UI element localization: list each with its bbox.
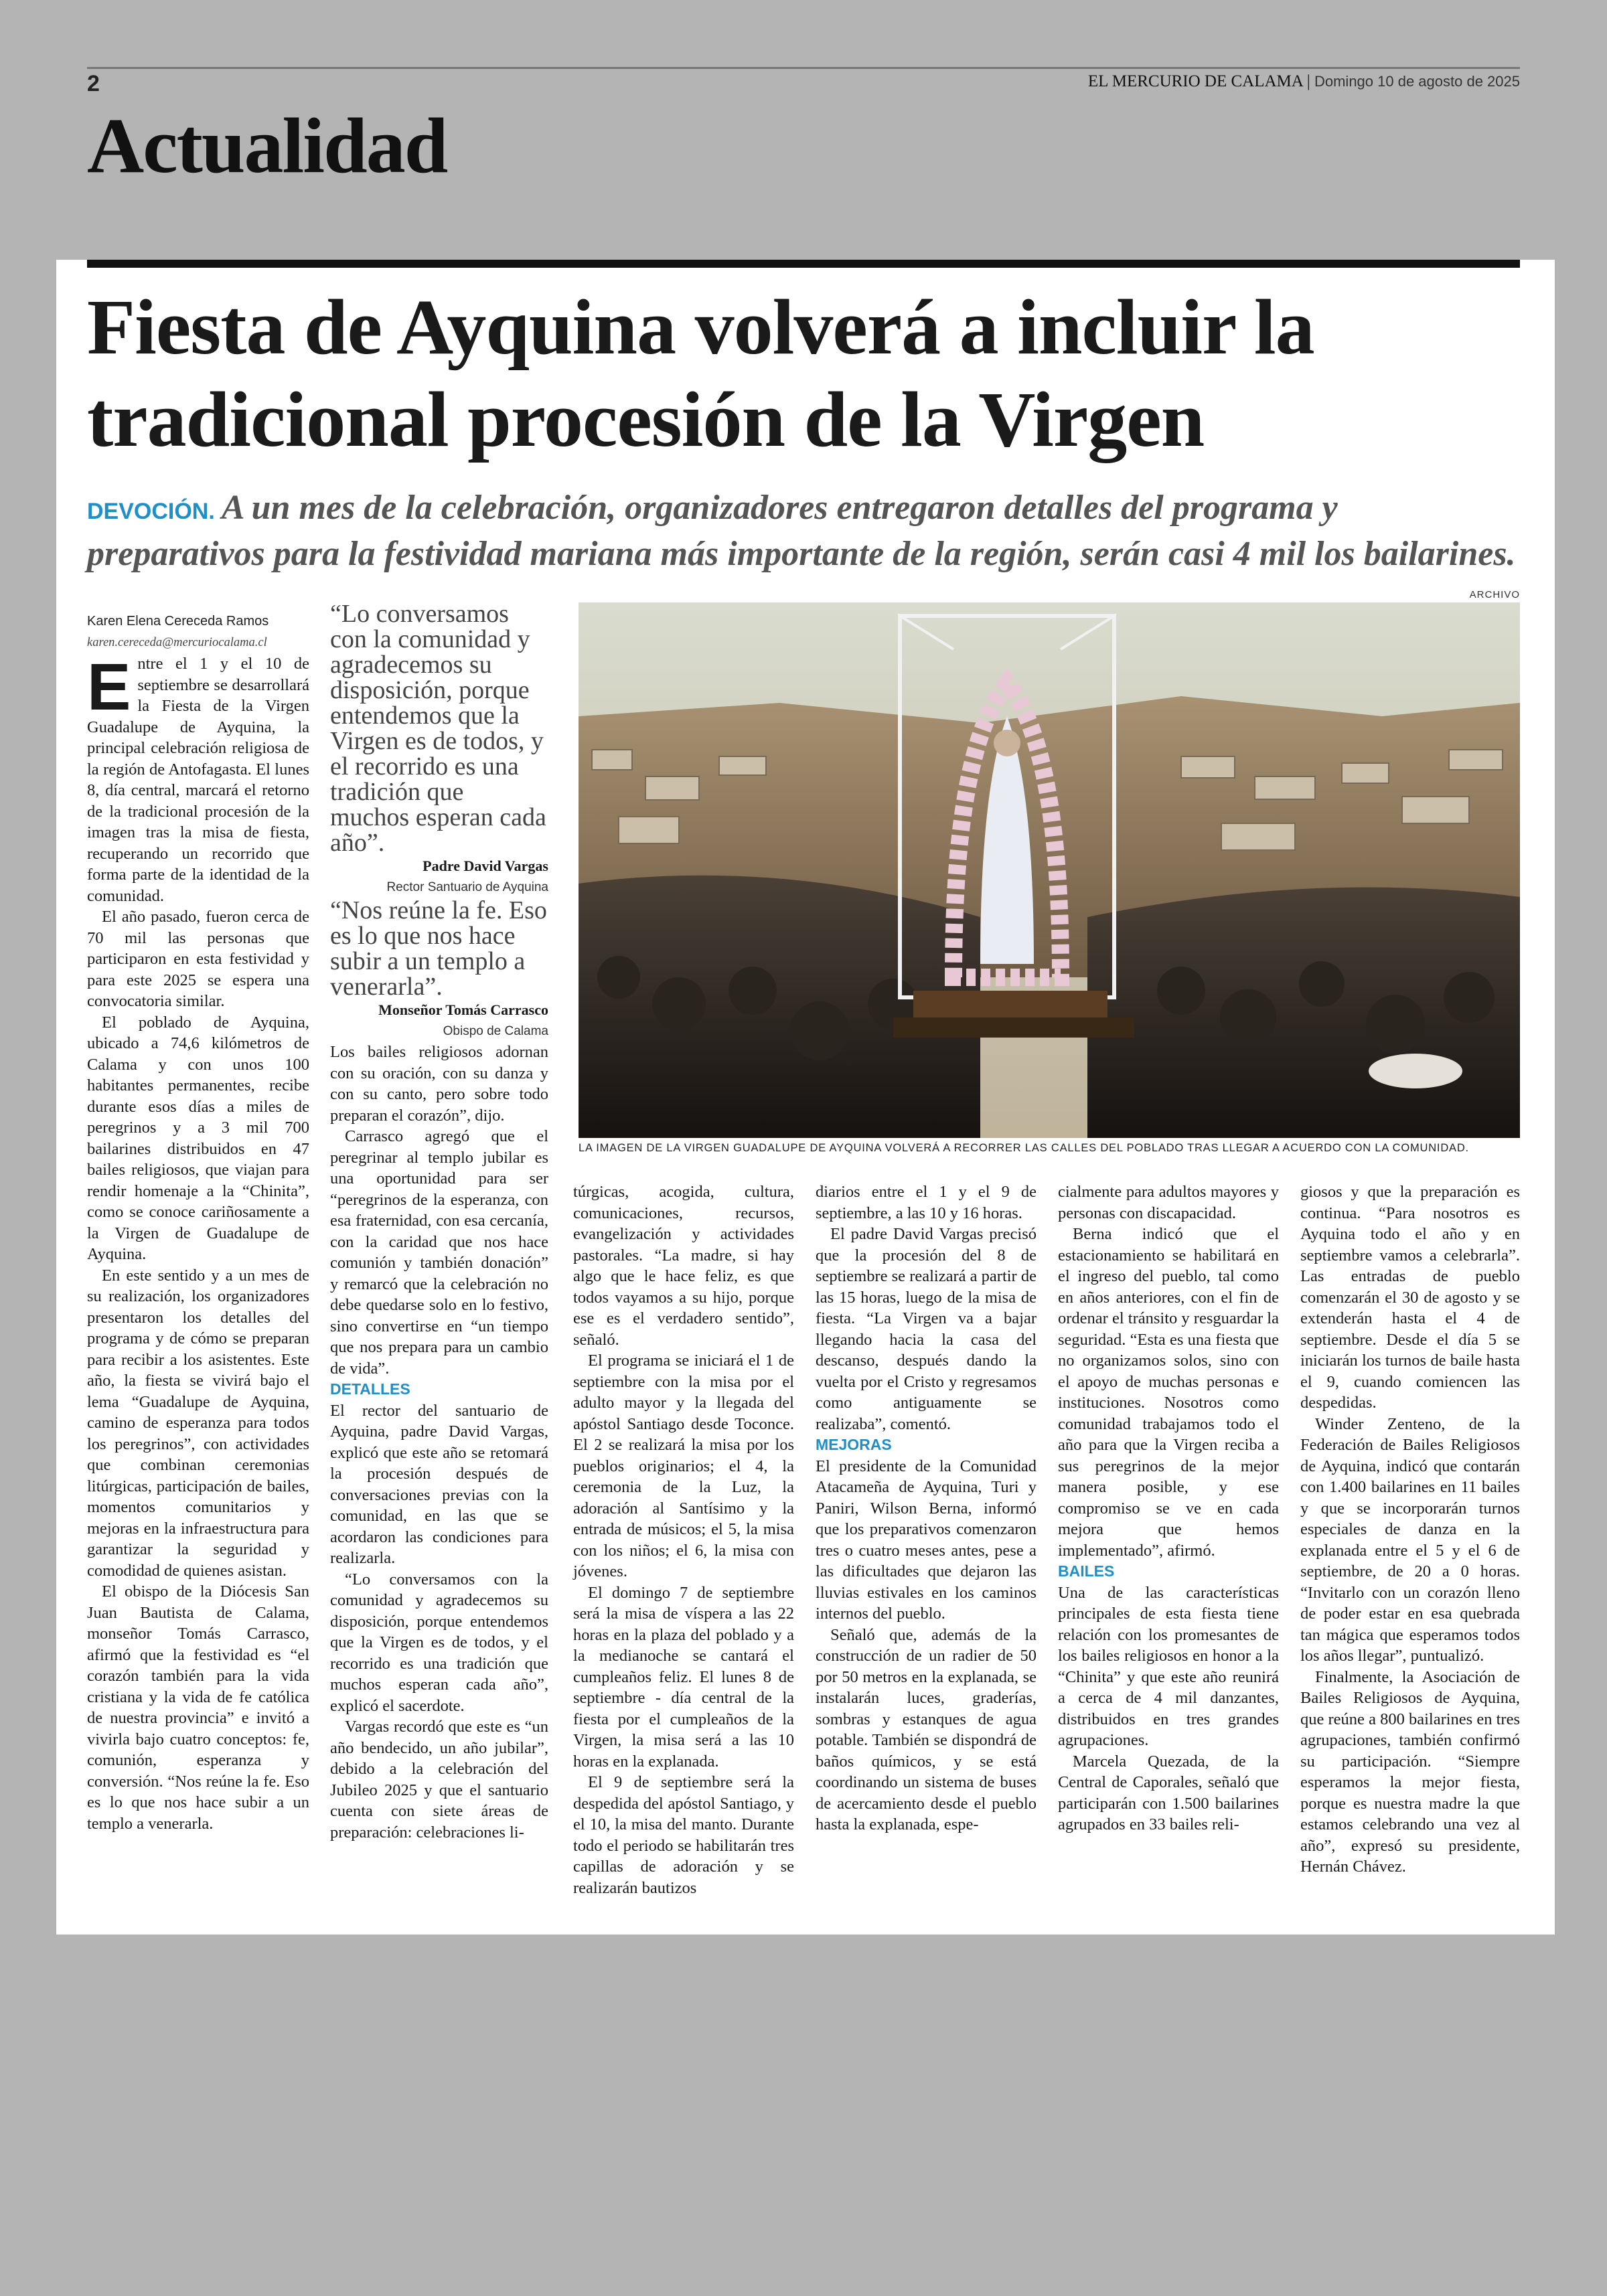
column-2 (330, 601, 548, 1843)
lead-text: ntre el 1 y el 10 de septiembre se desarrollará la Fiesta de la Virgen Guadalupe de Ayquina, la principal celebración religiosa de la región de Antofagasta. El lunes 8, día central, marcará el retorno de la tradicional procesión de la imagen tras la misa de fiesta, recuperando un recorrido que forma parte de la identidad de la comunidad. (87, 655, 309, 905)
paragraph: El obispo de la Diócesis San Juan Bautista de Calama, monseñor Tomás Carrasco, afirmó que la festividad es “el corazón también para la vida cristiana y la vida de fe católica de nuestra provincia” e invitó a vivirla bajo cuatro conceptos: fe, comunión, esperanza y conversión. “Nos reúne la fe. Eso es lo que nos hace subir a un templo a venerarla. (87, 1582, 309, 1833)
paragraph: cialmente para adultos mayores y personas con discapacidad. (1058, 1183, 1279, 1222)
paragraph: diarios entre el 1 y el 9 de septiembre, a las 10 y 16 horas. (816, 1183, 1037, 1222)
author-name: Karen Elena Cereceda Ramos (87, 614, 269, 629)
paragraph: El domingo 7 de septiembre será la misa de víspera a las 22 horas en la plaza del poblado y a la medianoche se cantará el cumpleaños feliz. El lunes 8 de septiembre - día central de la fiesta por el cumpleaños de la Virgen, la misa será a las 10 horas en la explanada. (573, 1583, 794, 1771)
paragraph: “Lo conversamos con la comunidad y agradecemos su disposición, porque entendemos que la Virgen es de todos, y el recorrido es una tradición que muchos esperan cada año”, explicó el sacerdote. (330, 1570, 548, 1715)
paragraph: El poblado de Ayquina, ubicado a 74,6 kilómetros de Calama y con unos 100 habitantes permanentes, recibe durante esos días a miles de peregrinos y a 3 mil 700 bailarines distribuidos en 47 bailes religiosos, que viajan para rendir homenaje a la “Chinita”, como se conoce cariñosamente a la Virgen de Guadalupe de Ayquina. (87, 1013, 309, 1263)
procession-photo-illustration (579, 602, 1520, 1138)
issue-date: Domingo 10 de agosto de 2025 (1314, 73, 1520, 90)
paragraph: El padre David Vargas precisó que la procesión del 8 de septiembre se realizará a partir de las 15 horas, luego de la misa de fiesta. “La Virgen va a bajar llegando hacia la casa del descanso, después dando la vuelta por el Cristo y regresamos como antiguamente se realizaba”, comentó. (816, 1225, 1037, 1433)
paragraph: El presidente de la Comunidad Atacameña de Ayquina, Turi y Paniri, Wilson Berna, informó que los preparativos comenzaron tres o cuatro meses antes, pese a las dificultades que dejaron las lluvias estivales en los caminos internos del pueblo. (816, 1457, 1037, 1623)
pull-quote-1-role: Rector Santuario de Ayquina (386, 880, 548, 894)
paragraph: Berna indicó que el estacionamiento se habilitará en el ingreso del pueblo, tal como en años anteriores, con el fin de ordenar el tránsito y resguardar la seguridad. “Esta es una fiesta que no organizamos solos, sino con el apoyo de muchas personas e instituciones. Nosotros como comunidad trabajamos todo el año para que la Virgen reciba a sus peregrinos de la mejor manera posible, y ese compromiso se ve en cada mejora que hemos implementado”, afirmó. (1058, 1225, 1279, 1560)
photo-caption: LA IMAGEN DE LA VIRGEN GUADALUPE DE AYQUINA VOLVERÁ A RECORRER LAS CALLES DEL POBLADO TRAS LLEGAR A ACUERDO CON LA COMUNIDAD. (579, 1142, 1469, 1154)
paragraph: Señaló que, además de la construcción de un radier de 50 por 50 metros en la explanada, se instalarán luces, graderías, sombras y estanques de agua potable. También se dispondrá de baños químicos, y se está coordinando un sistema de buses de acercamiento desde el pueblo hasta la explanada, espe- (816, 1625, 1037, 1833)
paragraph: El rector del santuario de Ayquina, padre David Vargas, explicó que este año se retomará la procesión después de conversaciones previas con la comunidad, en las que se acordaron las condiciones para realizarla. (330, 1401, 548, 1567)
paragraph: Carrasco agregó que el peregrinar al templo jubilar es una oportunidad para ser “peregrinos de la esperanza, con esa fraternidad, con esa cercanía, con la caridad que nos hace comunión y también donación” y remarcó que la celebración no debe quedarse solo en lo festivo, sino convertirse en “un tiempo que nos prepara para un cambio de vida”. (330, 1127, 548, 1378)
newspaper-name: EL MERCURIO DE CALAMA (1087, 72, 1303, 90)
paragraph: Una de las características principales de esta fiesta tiene relación con los promesantes de los bailes religiosos en honor a la “Chinita” y que este año reunirá a cerca de 4 mil danzantes, distribuidos en tres grandes agrupaciones. (1058, 1583, 1279, 1749)
dropcap: E (87, 650, 131, 724)
headline-rule (87, 260, 1520, 268)
column-6 (1300, 1181, 1520, 1878)
column-1 (87, 611, 309, 1834)
section-title: Actualidad (87, 102, 447, 189)
article-photo (579, 602, 1520, 1138)
folio: EL MERCURIO DE CALAMA | Domingo 10 de agosto de 2025 (1087, 72, 1520, 90)
page-number: 2 (87, 71, 100, 96)
column-4 (816, 1181, 1037, 1835)
paragraph: Vargas recordó que este es “un año bendecido, un año jubilar”, debido a la celebración del Jubileo 2025 y que el santuario cuenta con siete áreas de preparación: celebraciones li- (330, 1718, 548, 1841)
paragraph: Winder Zenteno, de la Federación de Bailes Religiosos de Ayquina, indicó que contarán con 1.400 bailarines en 11 bailes y que se incorporarán turnos especiales de danza en la explanada entre el 5 y el 6 de septiembre, de 20 a 0 horas. “Invitarlo con un corazón lleno de poder estar en esa quebrada tan mágica que esperamos todos los años llegar”, puntualizó. (1300, 1414, 1520, 1665)
paragraph: Los bailes religiosos adornan con su oración, con su danza y con su canto, pero sobre todo preparan el corazón”, dijo. (330, 1043, 548, 1125)
paragraph: El 9 de septiembre será la despedida del apóstol Santiago, y el 10, la misa del manto. Durante todo el periodo se habilitarán tres capillas de adoración y se realizarán bautizos (573, 1773, 794, 1897)
headline: Fiesta de Ayquina volverá a incluir la tradicional procesión de la Virgen (87, 283, 1314, 463)
paragraph: Marcela Quezada, de la Central de Caporales, señaló que participarán con 1.500 bailarines agrupados en 33 bailes reli- (1058, 1752, 1279, 1833)
paragraph: El año pasado, fueron cerca de 70 mil las personas que participaron en esta festividad y para este 2025 se espera una convocatoria similar. (87, 908, 309, 1010)
header-rule (87, 67, 1520, 69)
lead-paragraph (87, 650, 309, 906)
paragraph: Finalmente, la Asociación de Bailes Religiosos de Ayquina, que reúne a 800 bailarines en tres agrupaciones, también confirmó su participación. “Siempre esperamos la mejor fiesta, porque es nuestra madre la que estamos celebrando una vez al año”, expresó su presidente, Hernán Chávez. (1300, 1667, 1520, 1876)
deck-text: A un mes de la celebración, organizadores entregaron detalles del programa y preparativos para la festividad mariana más importante de la región, serán casi 4 mil los bailarines. (87, 489, 1516, 573)
author-email: karen.cereceda@mercuriocalama.cl (87, 635, 267, 649)
paragraph: giosos y que la preparación es continua. “Para nosotros es Ayquina todo el año y en septiembre vamos a celebrarla”. Las entradas de pueblo comenzarán el 30 de agosto y se extenderán hasta el 4 de septiembre. Desde el día 5 se iniciarán los turnos de baile hasta el 9, cuando comiencen las despedidas. (1300, 1183, 1520, 1412)
pull-quote-2-role: Obispo de Calama (443, 1023, 548, 1038)
pull-quote-1-name: Padre David Vargas (423, 857, 548, 874)
deck (87, 487, 1520, 576)
subhead-mejoras: MEJORAS (816, 1436, 892, 1453)
pull-quote-2-name: Monseñor Tomás Carrasco (378, 1001, 548, 1018)
paragraph: túrgicas, acogida, cultura, comunicaciones, recursos, evangelización y actividades pastorales. “La madre, si hay algo que le hace feliz, es que todos vayamos a su hijo, porque ese es el verdadero sentido”, señaló. (573, 1183, 794, 1349)
pull-quote-2: “Nos reúne la fe. Eso es lo que nos hace subir a un templo a venerarla”. (330, 896, 547, 1001)
paragraph: El programa se iniciará el 1 de septiembre con la misa por el adulto mayor y la llegada del apóstol Santiago desde Toconce. El 2 se realizará la misa por los pueblos originarios; el 4, la ceremonia de la Luz, la adoración al Santísimo y la entrada de músicos; el 5, la misa con los niños; el 6, la misa con jóvenes. (573, 1351, 794, 1580)
photo-credit: ARCHIVO (1469, 589, 1520, 600)
paragraph: En este sentido y a un mes de su realización, los organizadores presentaron los detalles del programa y de cómo se preparan para recibir a los asistentes. Este año, la fiesta se vivirá bajo el lema “Guadalupe de Ayquina, camino de esperanza para todos los peregrinos”, con actividades que combinan ceremonias litúrgicas, participación de bailes, momentos comunitarios y mejoras en la infraestructura para garantizar la seguridad y comodidad de quienes asistan. (87, 1266, 309, 1580)
subhead-detalles: DETALLES (330, 1380, 410, 1398)
subhead-bailes: BAILES (1058, 1562, 1115, 1580)
column-3 (573, 1181, 794, 1898)
pull-quote-1: “Lo conversamos con la comunidad y agradecemos su disposición, porque entendemos que la Virgen es de todos, y el recorrido es una tradición que muchos esperan cada año”. (330, 600, 546, 857)
column-5 (1058, 1181, 1279, 1835)
kicker: DEVOCIÓN. (87, 499, 215, 524)
